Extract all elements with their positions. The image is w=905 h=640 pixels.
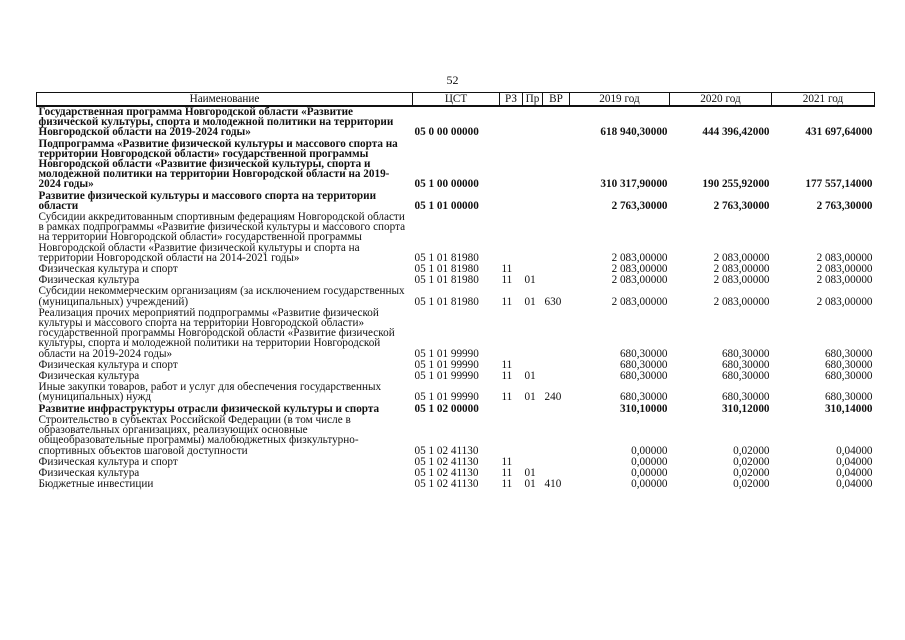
cell-cst: 05 1 01 81980 <box>414 295 479 308</box>
cell-name: Строительство в субъектах Российской Федерации (в том числе в образовательных организациях, реализующих основные общеобразовательные программы) малобюджетных физкультурно-спортивных объектов шаговой доступности <box>38 413 359 457</box>
cell-cst: 05 1 01 81980 <box>414 274 479 287</box>
cell-cst: 05 1 00 00000 <box>414 178 479 191</box>
cell-2019: 680,30000 <box>619 358 668 371</box>
cell-2019: 2 083,00000 <box>611 263 668 276</box>
column-header-2019: 2019 год <box>570 93 670 107</box>
cell-2019: 2 083,00000 <box>611 274 668 287</box>
cell-2019: 618 940,30000 <box>600 126 668 139</box>
cell-2019: 680,30000 <box>619 370 668 383</box>
cell-rz: 11 <box>501 358 513 371</box>
cell-2019: 2 083,00000 <box>611 295 668 308</box>
cell-2020: 2 083,00000 <box>713 274 770 287</box>
cell-2019: 2 763,30000 <box>611 199 668 212</box>
cell-pr: 01 <box>524 391 536 404</box>
cell-name: Физическая культура <box>38 466 140 479</box>
cell-2019: 680,30000 <box>619 391 668 404</box>
cell-2021: 0,04000 <box>836 455 873 468</box>
cell-2021: 0,04000 <box>836 466 873 479</box>
cell-rz <box>500 403 523 414</box>
cell-vr <box>543 190 570 211</box>
cell-cst: 05 1 02 41130 <box>414 444 479 457</box>
column-header-2020: 2020 год <box>670 93 772 107</box>
column-header-name: Наименование <box>37 93 413 107</box>
cell-vr: 410 <box>544 478 562 491</box>
cell-rz <box>500 190 523 211</box>
cell-pr <box>523 359 543 370</box>
cell-2020: 680,30000 <box>721 391 770 404</box>
cell-2020: 310,12000 <box>721 402 770 415</box>
cell-pr: 01 <box>524 478 536 491</box>
cell-pr: 01 <box>524 370 536 383</box>
cell-vr <box>543 263 570 274</box>
cell-pr <box>523 403 543 414</box>
cell-cst: 05 1 01 99990 <box>414 347 479 360</box>
cell-2020: 680,30000 <box>721 370 770 383</box>
cell-cst: 05 1 01 81980 <box>414 251 479 264</box>
cell-pr <box>523 263 543 274</box>
cell-2019: 2 083,00000 <box>611 251 668 264</box>
page-number: 52 <box>446 73 459 87</box>
cell-vr <box>543 211 570 263</box>
cell-cst: 05 1 02 41130 <box>414 466 479 479</box>
cell-vr: 630 <box>544 295 562 308</box>
cell-cst: 05 1 01 99990 <box>414 370 479 383</box>
table-row <box>37 106 875 138</box>
table-row <box>37 211 875 263</box>
cell-vr: 240 <box>544 391 562 404</box>
cell-cst: 05 1 01 99990 <box>414 358 479 371</box>
cell-rz <box>500 307 523 359</box>
cell-2021: 2 083,00000 <box>816 263 873 276</box>
cell-2020: 680,30000 <box>721 358 770 371</box>
cell-2021: 2 083,00000 <box>816 295 873 308</box>
cell-pr <box>523 106 543 138</box>
budget-table <box>36 92 875 489</box>
column-header-rz: РЗ <box>500 93 523 107</box>
cell-vr <box>543 467 570 478</box>
cell-2021: 0,04000 <box>836 478 873 491</box>
cell-2020: 444 396,42000 <box>702 126 770 139</box>
cell-2019: 0,00000 <box>631 455 668 468</box>
cell-2020: 0,02000 <box>733 478 770 491</box>
cell-rz: 11 <box>501 274 513 287</box>
table-row <box>37 285 875 306</box>
cell-pr: 01 <box>524 295 536 308</box>
cell-name: Подпрограмма «Развитие физической культуры и массового спорта на территории Новгородской области» государственной программы Новгородской области «Развитие физической культуры, спорта и молодежной политики на территории Новгородской области на 2019-2024 годы» <box>38 137 398 191</box>
cell-pr <box>523 190 543 211</box>
cell-name: Физическая культура <box>38 370 140 383</box>
cell-rz <box>500 138 523 190</box>
cell-name: Государственная программа Новгородской области «Развитие физической культуры, спорта и молодежной политики на территории Новгородской области на 2019-2024 годы» <box>38 106 394 139</box>
cell-pr: 01 <box>524 274 536 287</box>
cell-pr <box>523 138 543 190</box>
table-row <box>37 307 875 359</box>
table-row <box>37 403 875 414</box>
cell-2019: 310,10000 <box>619 402 668 415</box>
cell-2021: 0,04000 <box>836 444 873 457</box>
cell-2021: 310,14000 <box>824 402 873 415</box>
cell-name: Развитие физической культуры и массового спорта на территории области <box>38 189 377 212</box>
cell-2019: 0,00000 <box>631 444 668 457</box>
table-row <box>37 414 875 456</box>
table-row <box>37 190 875 211</box>
table-row <box>37 381 875 402</box>
cell-cst: 05 1 01 00000 <box>414 199 479 212</box>
cell-rz: 11 <box>501 478 513 491</box>
cell-cst: 05 1 01 81980 <box>414 263 479 276</box>
cell-2020: 0,02000 <box>733 444 770 457</box>
cell-rz: 11 <box>501 263 513 276</box>
cell-2020: 2 083,00000 <box>713 295 770 308</box>
cell-2021: 680,30000 <box>824 347 873 360</box>
table-row <box>37 274 875 285</box>
table-row <box>37 359 875 370</box>
cell-vr <box>543 456 570 467</box>
cell-name: Бюджетные инвестиции <box>38 478 154 491</box>
column-header-cst: ЦСТ <box>413 93 500 107</box>
table-row <box>37 263 875 274</box>
cell-cst: 05 1 02 41130 <box>414 478 479 491</box>
cell-2021: 2 083,00000 <box>816 274 873 287</box>
cell-vr <box>543 370 570 381</box>
cell-pr <box>523 307 543 359</box>
cell-pr <box>523 456 543 467</box>
cell-name: Субсидии некоммерческим организациям (за исключением государственных (муниципальных) учреждений) <box>38 285 405 308</box>
cell-rz <box>500 106 523 138</box>
cell-vr <box>543 106 570 138</box>
cell-rz <box>500 414 523 456</box>
cell-pr <box>523 414 543 456</box>
cell-vr <box>543 138 570 190</box>
cell-2021: 177 557,14000 <box>805 178 873 191</box>
column-header-vr: ВР <box>543 93 570 107</box>
cell-vr <box>543 414 570 456</box>
cell-rz: 11 <box>501 466 513 479</box>
cell-name: Физическая культура и спорт <box>38 455 178 468</box>
cell-rz: 11 <box>501 295 513 308</box>
cell-name: Физическая культура <box>38 274 140 287</box>
table-header <box>37 93 875 107</box>
cell-2019: 0,00000 <box>631 466 668 479</box>
cell-2020: 2 083,00000 <box>713 251 770 264</box>
cell-2020: 190 255,92000 <box>702 178 770 191</box>
cell-pr: 01 <box>524 466 536 479</box>
column-header-2021: 2021 год <box>772 93 875 107</box>
cell-2019: 0,00000 <box>631 478 668 491</box>
cell-2019: 680,30000 <box>619 347 668 360</box>
cell-cst: 05 0 00 00000 <box>414 126 479 139</box>
cell-cst: 05 1 01 99990 <box>414 391 479 404</box>
table-row <box>37 370 875 381</box>
table-body <box>37 106 875 489</box>
column-header-pr: Пр <box>523 93 543 107</box>
cell-2020: 0,02000 <box>733 466 770 479</box>
table-row <box>37 467 875 478</box>
cell-name: Реализация прочих мероприятий подпрограммы «Развитие физической культуры и массового спорта на территории Новгородской области» государственной программы Новгородской области «Развитие физической культуры, спорта и молодежной политики на территории Новгородской области на 2019-2024 годы» <box>38 306 395 360</box>
cell-vr <box>543 359 570 370</box>
cell-2020: 2 083,00000 <box>713 263 770 276</box>
cell-cst: 05 1 02 00000 <box>414 402 479 415</box>
table-row <box>37 478 875 489</box>
table-row <box>37 456 875 467</box>
cell-cst: 05 1 02 41130 <box>414 455 479 468</box>
cell-rz: 11 <box>501 391 513 404</box>
cell-2021: 680,30000 <box>824 370 873 383</box>
cell-rz: 11 <box>501 370 513 383</box>
cell-2020: 2 763,30000 <box>713 199 770 212</box>
cell-2020: 0,02000 <box>733 455 770 468</box>
cell-2021: 680,30000 <box>824 358 873 371</box>
cell-2021: 431 697,64000 <box>805 126 873 139</box>
cell-name: Физическая культура и спорт <box>38 263 178 276</box>
cell-2020: 680,30000 <box>721 347 770 360</box>
cell-vr <box>543 274 570 285</box>
cell-name: Развитие инфраструктуры отрасли физической культуры и спорта <box>38 402 380 415</box>
cell-2021: 680,30000 <box>824 391 873 404</box>
cell-name: Иные закупки товаров, работ и услуг для обеспечения государственных (муниципальных) нужд <box>38 381 382 404</box>
cell-rz <box>500 211 523 263</box>
cell-name: Субсидии аккредитованным спортивным федерациям Новгородской области в рамках подпрограммы «Развитие физической культуры и массового спорта на территории Новгородской области» государственной программы Новгородской области «Развитие физической культуры и спорта на территории Новгородской области на 2014-2021 годы» <box>38 211 406 264</box>
cell-2021: 2 763,30000 <box>816 199 873 212</box>
cell-pr <box>523 211 543 263</box>
cell-vr <box>543 403 570 414</box>
cell-vr <box>543 307 570 359</box>
cell-2021: 2 083,00000 <box>816 251 873 264</box>
table-row <box>37 138 875 190</box>
cell-2019: 310 317,90000 <box>600 178 668 191</box>
cell-rz: 11 <box>501 455 513 468</box>
cell-name: Физическая культура и спорт <box>38 358 178 371</box>
